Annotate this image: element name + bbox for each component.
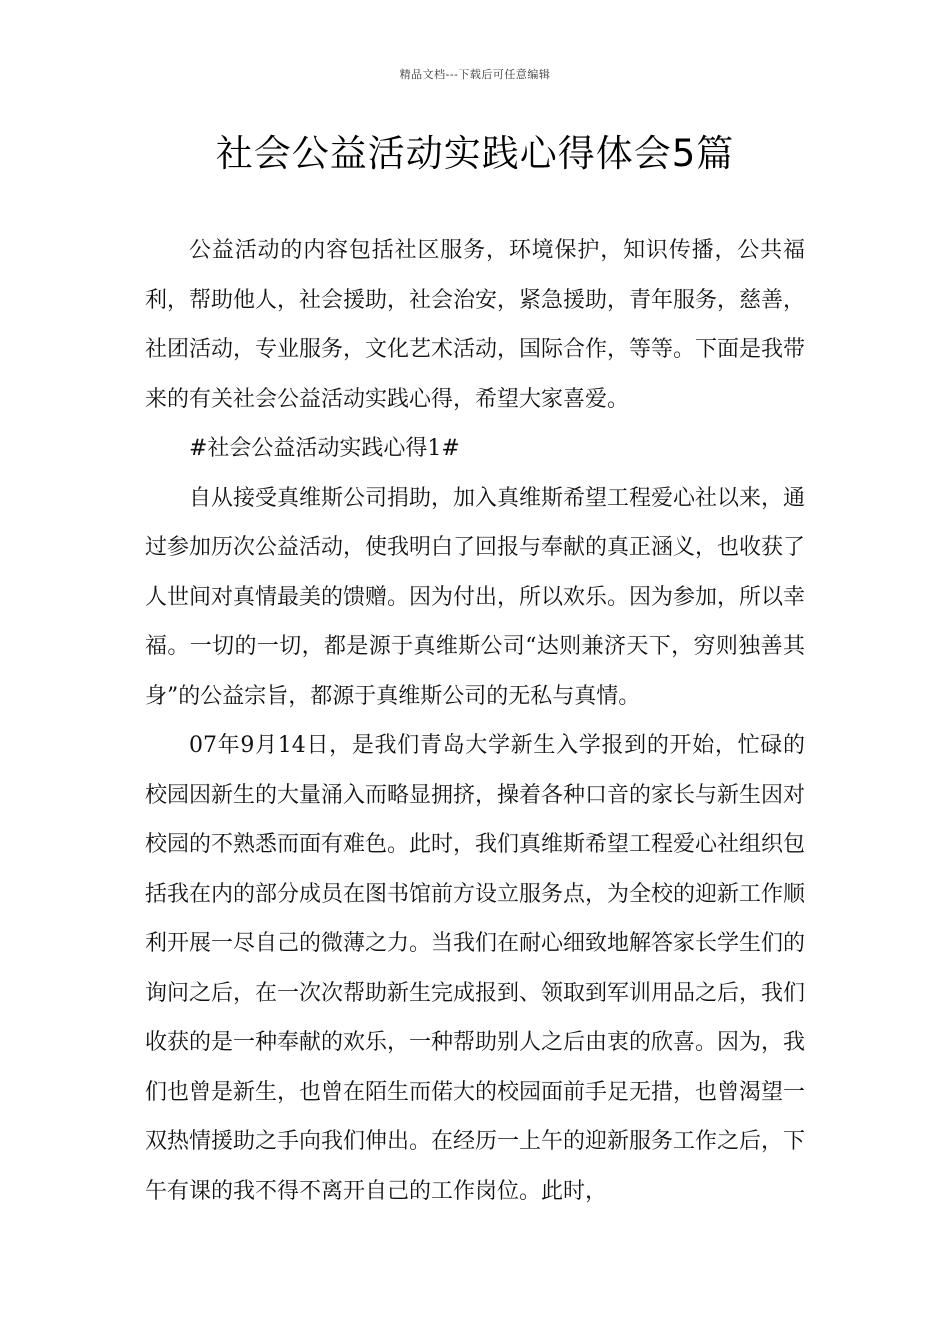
document-body (145, 226, 805, 1216)
body-paragraph: 自从接受真维斯公司捐助，加入真维斯希望工程爱心社以来，通过参加历次公益活动，使我明白了回报与奉献的真正涵义，也收获了人世间对真情最美的馈赠。因为付出，所以欢乐。因为参加，所以幸福。一切的一切，都是源于真维斯公司“达则兼济天下，穷则独善其身”的公益宗旨，都源于真维斯公司的无私与真情。 (145, 485, 806, 709)
body-paragraph: 07年9月14日，是我们青岛大学新生入学报到的开始，忙碌的校园因新生的大量涌入而略显拥挤，操着各种口音的家长与新生因对校园的不熟悉而面有难色。此时，我们真维斯希望工程爱心社组织包括我在内的部分成员在图书馆前方设立服务点，为全校的迎新工作顺利开展一尽自己的微薄之力。当我们在耐心细致地解答家长学生们的询问之后，在一次次帮助新生完成报到、领取到军训用品之后，我们收获的是一种奉献的欢乐，一种帮助别人之后由衷的欣喜。因为，我们也曾是新生，也曾在陌生而偌大的校园面前手足无措，也曾渴望一双热情援助之手向我们伸出。在经历一上午的迎新服务工作之后，下午有课的我不得不离开自己的工作岗位。此时， (145, 733, 806, 1204)
intro-paragraph: 公益活动的内容包括社区服务，环境保护，知识传播，公共福利，帮助他人，社会援助，社会治安，紧急援助，青年服务，慈善，社团活动，专业服务，文化艺术活动，国际合作，等等。下面是我带来的有关社会公益活动实践心得，希望大家喜爱。 (145, 238, 806, 412)
page-title: 社会公益活动实践心得体会5篇 (215, 132, 735, 175)
section-heading: #社会公益活动实践心得1# (189, 436, 460, 461)
header-note: 精品文档---下载后可任意编辑 (399, 68, 551, 81)
